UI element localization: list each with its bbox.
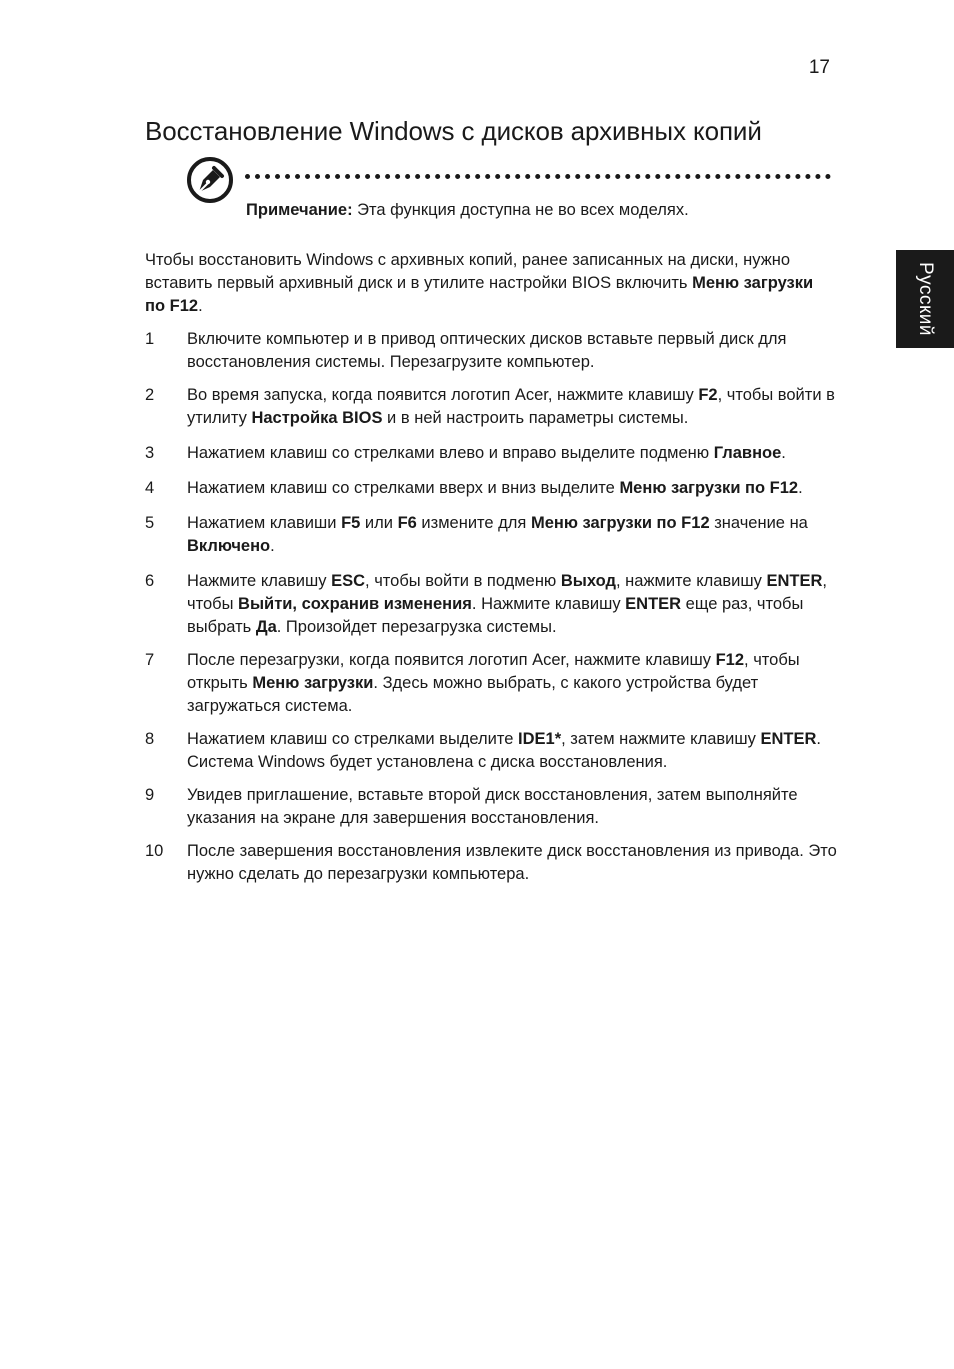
step-item [145,840,845,886]
step-text-part: . Нажмите клавишу [471,595,626,613]
note-divider [245,174,831,179]
step-text-part: . [798,479,803,497]
step-text-part: или [360,514,398,532]
step-item [145,728,845,774]
step-text-part: Нажатием клавиши [187,514,342,532]
step-bold-text: F2 [698,386,718,404]
step-bold-text: ESC [331,572,366,590]
step-text-part: значение на [709,514,808,532]
step-text [187,330,786,371]
step-text-part: Нажатием клавиш со стрелками вверх и вниз выделите [187,479,620,497]
step-item [145,784,845,830]
language-tab [896,250,954,348]
step-bold-text: Настройка BIOS [251,409,383,427]
step-bold-text: F5 [341,514,361,532]
step-number: 5 [145,514,155,532]
steps-list [145,328,845,886]
step-text [187,514,808,555]
step-text-part: . Здесь можно выбрать, с какого устройства будет загружаться система. [187,674,759,715]
step-item [145,477,845,500]
page-title: Восстановление Windows с дисков архивных копий [145,116,762,146]
step-bold-text: ENTER [625,595,682,613]
step-bold-text: F12 [715,651,745,669]
step-text-part: Увидев приглашение, вставьте второй диск восстановления, затем выполняйте указания на экране для завершения восстановления. [187,786,798,827]
step-number: 2 [145,386,155,404]
step-text-part: еще раз, чтобы выбрать [187,595,804,636]
step-text-part: . Система Windows будет установлена с диска восстановления. [187,730,821,771]
step-bold-text: ENTER [760,730,817,748]
step-number: 4 [145,479,155,497]
step-number: 7 [145,651,155,669]
step-number: 8 [145,730,155,748]
step-text [187,730,821,771]
step-number: 9 [145,786,155,804]
step-text-part: , чтобы открыть [187,651,800,692]
step-item [145,512,845,558]
step-bold-text: ENTER [766,572,823,590]
step-text-part: После завершения восстановления извлеките диск восстановления из привода. Это нужно сделать до перезагрузки компьютера. [187,842,837,883]
step-text-part: Нажмите клавишу [187,572,332,590]
step-text-part: После перезагрузки, когда появится логотип Acer, нажмите клавишу [187,651,716,669]
step-text-part: . [781,444,786,462]
intro-text: Чтобы восстановить Windows с архивных копий, ранее записанных на диски, нужно вставить первый архивный диск и в утилите настройки BIOS включить [145,251,791,292]
intro-paragraph [145,249,835,318]
intro-bold: Меню загрузки по F12 [145,274,814,315]
step-item [145,570,845,639]
step-text-part: Включите компьютер и в привод оптических дисков вставьте первый диск для восстановления системы. Перезагрузите компьютер. [187,330,787,371]
step-bold-text: Меню загрузки по F12 [530,514,710,532]
step-text [187,786,798,827]
step-text-part: . Произойдет перезагрузка системы. [276,618,557,636]
step-text-part: Нажатием клавиш со стрелками влево и вправо выделите подменю [187,444,714,462]
step-text-part: измените для [416,514,531,532]
step-item [145,328,845,374]
step-number: 1 [145,330,155,348]
step-text [187,386,835,427]
note [246,201,689,220]
step-text-part: и в ней настроить параметры системы. [382,409,689,427]
step-text-part: , чтобы войти в утилиту [187,386,835,427]
step-text-part: . [270,537,275,555]
step-number: 6 [145,572,155,590]
step-text-part: , чтобы войти в подменю [365,572,561,590]
step-number: 10 [145,842,164,860]
step-bold-text: Выход [560,572,616,590]
step-text [187,444,786,462]
step-text-part: Во время запуска, когда появится логотип Acer, нажмите клавишу [187,386,699,404]
step-bold-text: F6 [397,514,417,532]
step-number: 3 [145,444,155,462]
step-bold-text: Выйти, сохранив изменения [238,595,472,613]
step-bold-text: Главное [713,444,782,462]
note-text: Эта функция доступна не во всех моделях. [352,201,689,219]
step-item [145,384,845,430]
step-item [145,649,845,718]
step-text-part: Нажатием клавиш со стрелками выделите [187,730,519,748]
page-number: 17 [808,57,830,78]
pen-nib-icon [186,156,234,204]
step-item [145,442,845,465]
step-bold-text: Да [255,618,277,636]
step-text [187,479,803,497]
language-tab-label: Русский [915,262,936,336]
step-text [187,572,827,636]
intro-end: . [198,297,203,315]
step-text-part: , затем нажмите клавишу [561,730,761,748]
step-text-part: , нажмите клавишу [616,572,767,590]
note-label: Примечание: [246,201,353,219]
step-text [187,842,837,883]
step-bold-text: Меню загрузки по F12 [619,479,799,497]
step-bold-text: Включено [187,537,271,555]
step-bold-text: IDE1* [518,730,562,748]
step-text [187,651,800,715]
step-text-part: , чтобы [187,572,827,613]
step-bold-text: Меню загрузки [252,674,374,692]
